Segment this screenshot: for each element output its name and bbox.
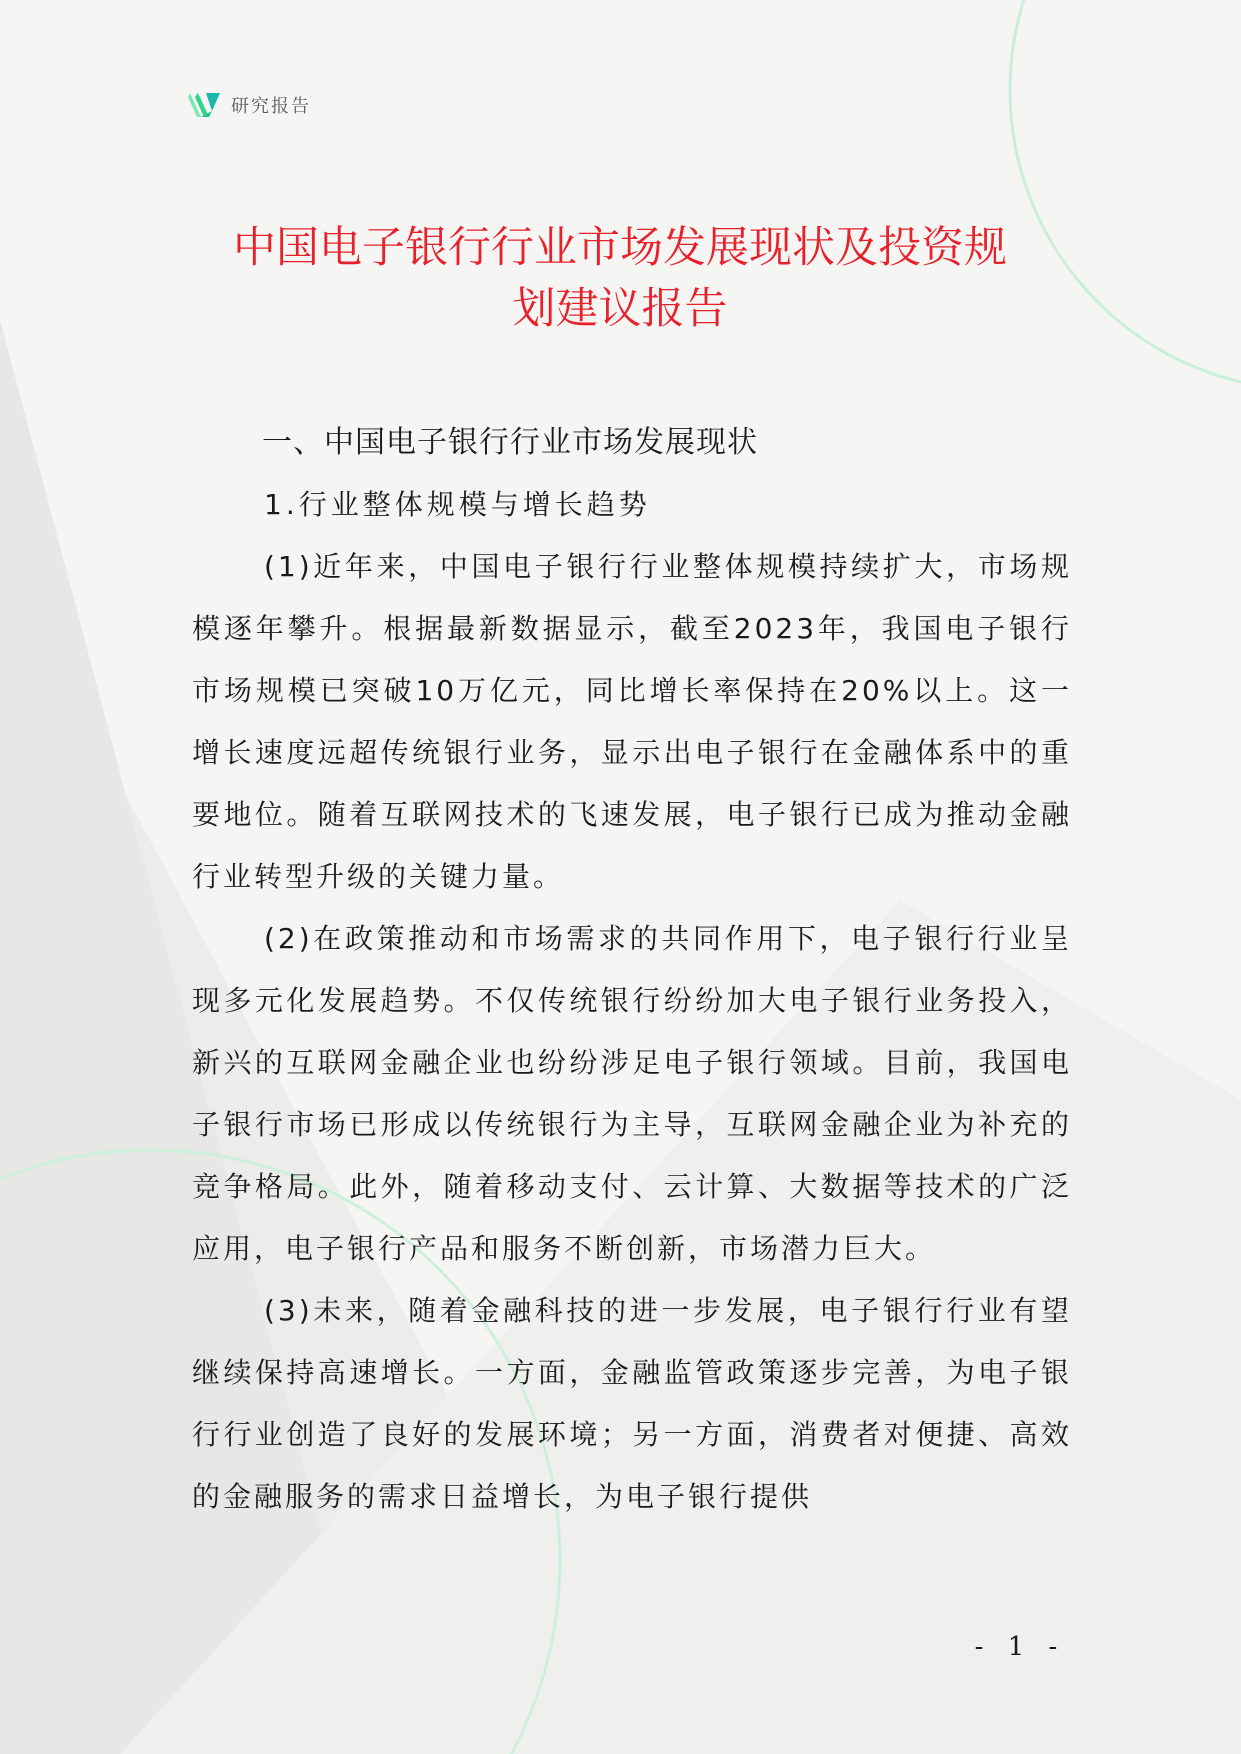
title-line-1: 中国电子银行行业市场发展现状及投资规 bbox=[233, 223, 1007, 273]
document-body bbox=[192, 412, 1072, 1528]
paragraph-3: (3)未来，随着金融科技的进一步发展，电子银行行业有望继续保持高速增长。一方面，金融监管政策逐步完善，为电子银行行业创造了良好的发展环境；另一方面，消费者对便捷、高效的金融服务的需求日益增长，为电子银行提供 bbox=[192, 1294, 1072, 1513]
title-line-2: 划建议报告 bbox=[512, 284, 728, 334]
section-heading: 一、中国电子银行行业市场发展现状 bbox=[262, 425, 758, 460]
header-label: 研究报告 bbox=[231, 96, 311, 117]
page-number: - 1 - bbox=[974, 1632, 1066, 1662]
brand-logo-icon bbox=[187, 89, 223, 121]
paragraph-2: (2)在政策推动和市场需求的共同作用下，电子银行行业呈现多元化发展趋势。不仅传统银行纷纷加大电子银行业务投入，新兴的互联网金融企业也纷纷涉足电子银行领域。目前，我国电子银行市场已形成以传统银行为主导，互联网金融企业为补充的竞争格局。此外，随着移动支付、云计算、大数据等技术的广泛应用，电子银行产品和服务不断创新，市场潜力巨大。 bbox=[192, 922, 1072, 1265]
document-title bbox=[150, 218, 1090, 340]
subsection-heading: 1.行业整体规模与增长趋势 bbox=[264, 488, 651, 521]
paragraph-1: (1)近年来，中国电子银行行业整体规模持续扩大，市场规模逐年攀升。根据最新数据显示，截至2023年，我国电子银行市场规模已突破10万亿元，同比增长率保持在20%以上。这一增长速度远超传统银行业务，显示出电子银行在金融体系中的重要地位。随着互联网技术的飞速发展，电子银行已成为推动金融行业转型升级的关键力量。 bbox=[192, 550, 1072, 893]
document-header bbox=[187, 88, 311, 122]
